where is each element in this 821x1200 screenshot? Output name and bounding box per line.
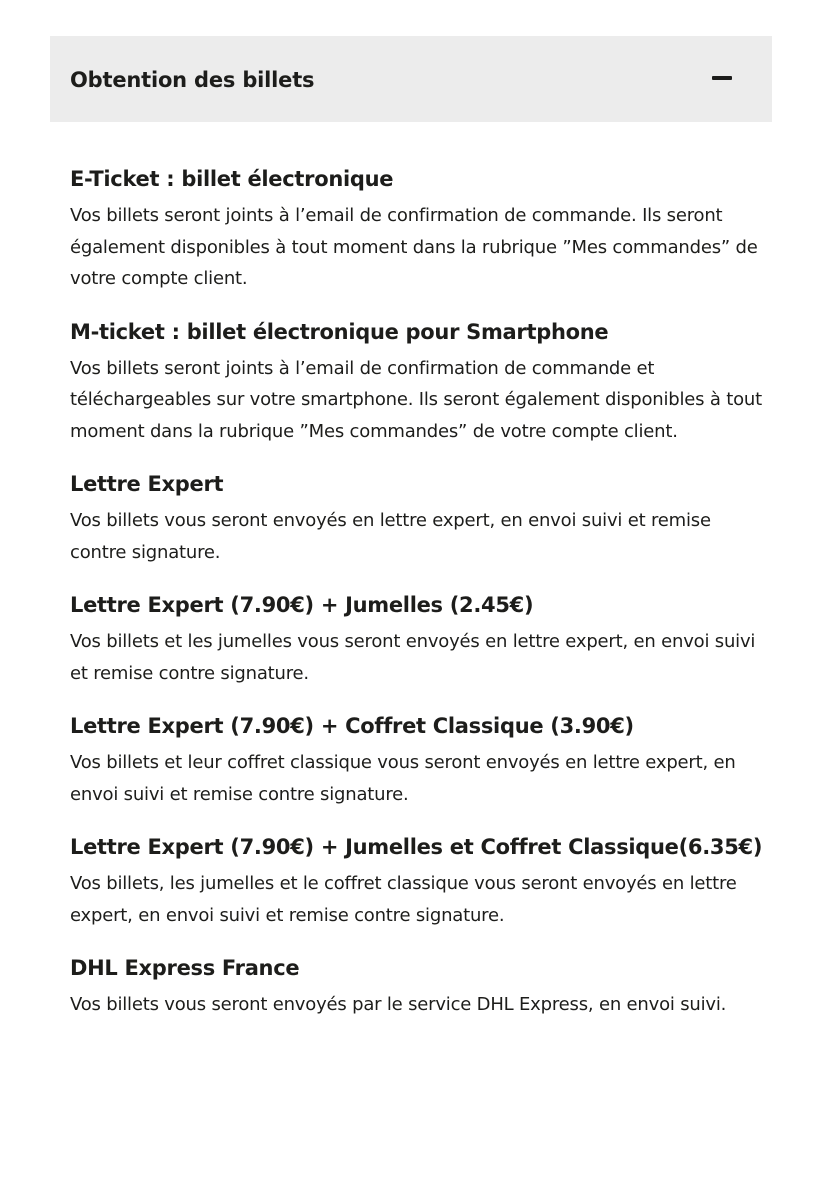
delivery-option-lettre-jumelles-coffret (70, 832, 770, 931)
option-title: Lettre Expert (7.90€) + Jumelles et Coffret Classique(6.35€) (70, 835, 763, 859)
option-description: Vos billets seront joints à l’email de confirmation de commande et téléchargeables sur votre smartphone. Ils seront également disponibles à tout moment dans la rubrique ”Mes commandes” de votre compte client. (70, 357, 762, 442)
option-title: Lettre Expert (70, 472, 224, 496)
option-title: Lettre Expert (7.90€) + Coffret Classique (3.90€) (70, 714, 634, 738)
delivery-option-lettre-jumelles (70, 590, 770, 689)
option-description: Vos billets seront joints à l’email de confirmation de commande. Ils seront également disponibles à tout moment dans la rubrique ”Mes commandes” de votre compte client. (70, 205, 758, 289)
option-title: E-Ticket : billet électronique (70, 167, 394, 191)
option-title: M-ticket : billet électronique pour Smartphone (70, 319, 609, 344)
minus-icon[interactable] (712, 76, 732, 80)
delivery-option-mticket (70, 317, 770, 448)
option-description: Vos billets et leur coffret classique vous seront envoyés en lettre expert, en envoi suivi et remise contre signature. (70, 752, 736, 805)
accordion-content (70, 164, 770, 1021)
delivery-option-lettre-coffret (70, 711, 770, 810)
option-description: Vos billets vous seront envoyés par le service DHL Express, en envoi suivi. (70, 994, 727, 1015)
accordion-header-obtention[interactable] (50, 36, 772, 122)
delivery-option-eticket (70, 164, 770, 295)
option-description: Vos billets et les jumelles vous seront envoyés en lettre expert, en envoi suivi et remise contre signature. (70, 631, 756, 684)
option-description: Vos billets, les jumelles et le coffret classique vous seront envoyés en lettre expert, en envoi suivi et remise contre signature. (70, 873, 737, 926)
delivery-option-lettre-expert (70, 469, 770, 568)
accordion-title: Obtention des billets (70, 68, 315, 92)
option-title: Lettre Expert (7.90€) + Jumelles (2.45€) (70, 593, 534, 617)
option-description: Vos billets vous seront envoyés en lettre expert, en envoi suivi et remise contre signature. (70, 510, 711, 563)
delivery-option-dhl (70, 953, 770, 1021)
option-title: DHL Express France (70, 956, 300, 980)
